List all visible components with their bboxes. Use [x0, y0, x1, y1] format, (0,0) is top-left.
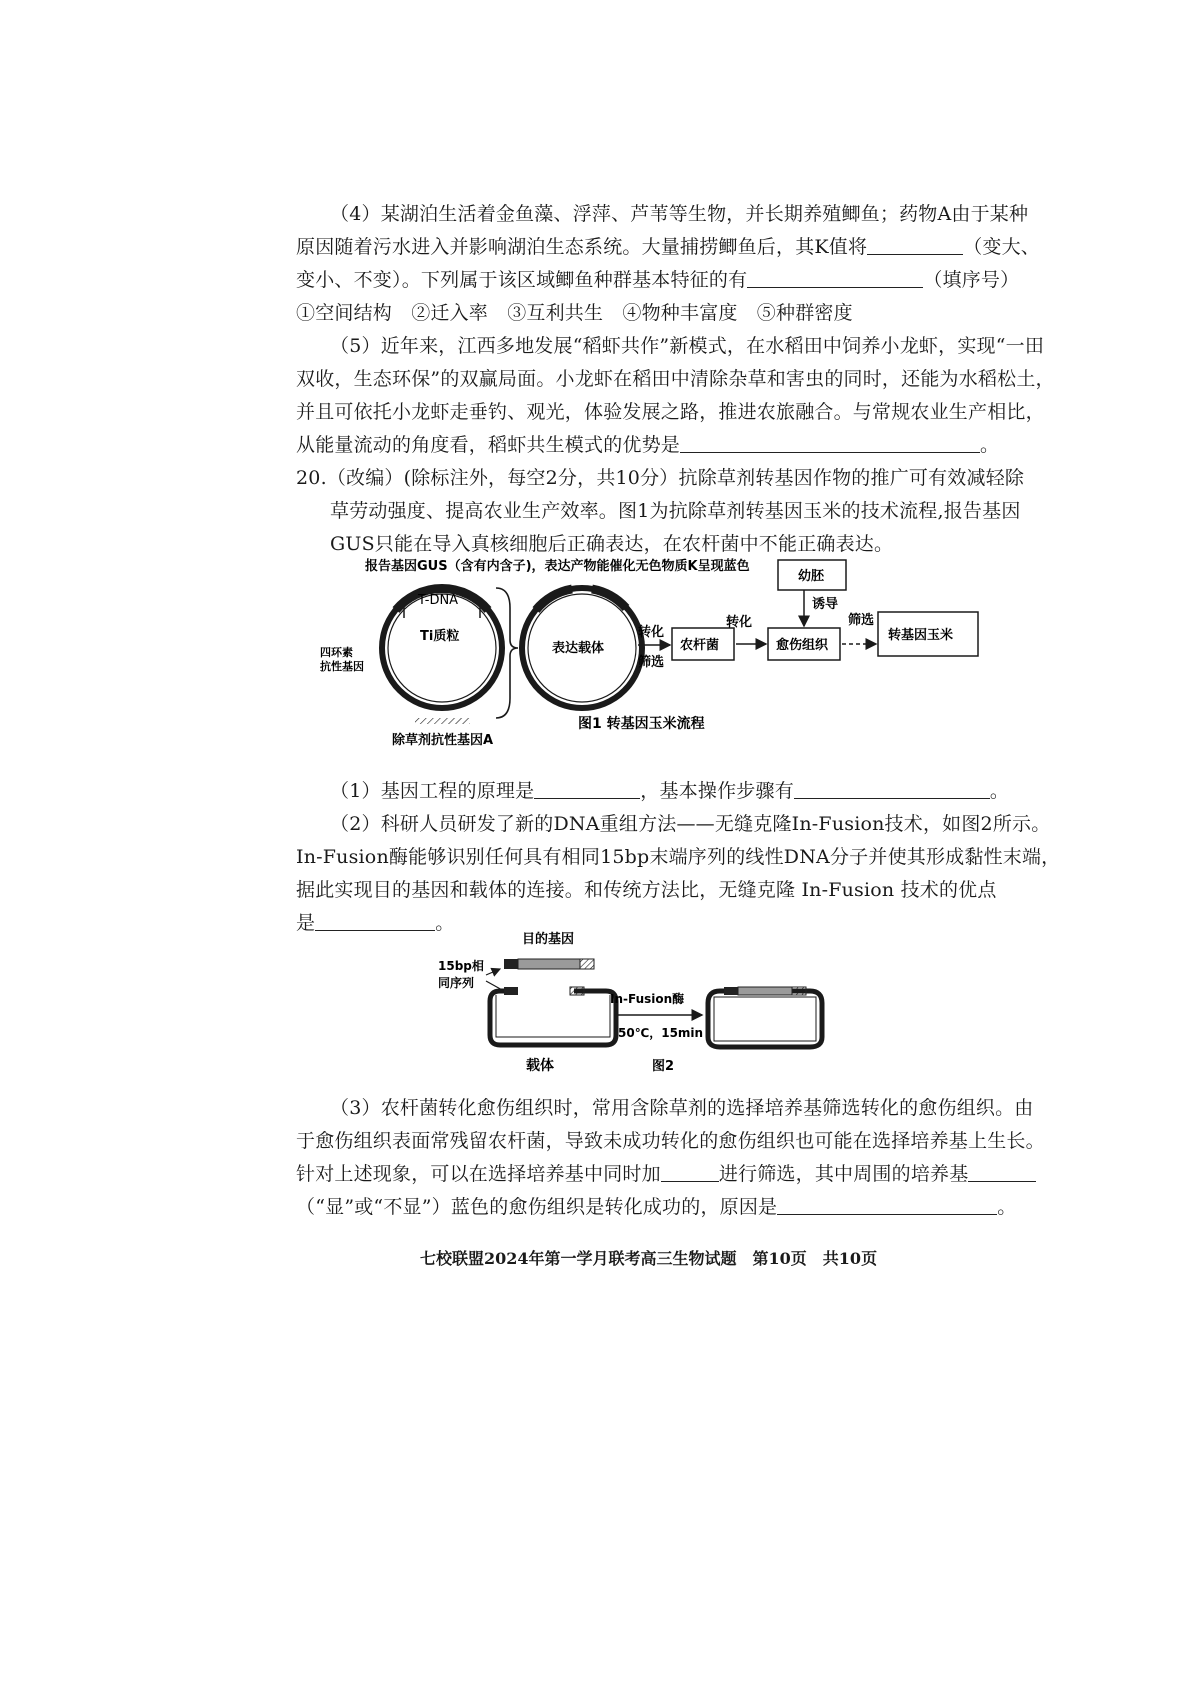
answer-blank-population-traits[interactable] — [747, 265, 923, 288]
q20-part3-rest: 于愈伤组织表面常残留农杆菌，导致未成功转化的愈伤组织也可能在选择培养基上生长。 针对上述现象，可以在选择培养基中同时加 进行筛选，其中周围的培养基 （“显”或“不显”）蓝色的愈伤组织是转化成功的，原因是 。 — [296, 1125, 1045, 1224]
tetracycline-label-1: 四环素 — [320, 646, 353, 659]
screen-label-1: 筛选 — [638, 655, 665, 670]
answer-blank-energy-flow[interactable] — [680, 430, 980, 453]
q20-intro-line1: 20.（改编）(除标注外，每空2分，共10分）抗除草剂转基因作物的推广可有效减轻除 — [296, 467, 1025, 489]
answer-blank-advantage[interactable] — [315, 908, 435, 931]
herbicide-gene-label: 除草剂抗性基因A — [392, 733, 494, 748]
q19-part5-rest: 双收，生态环保”的双赢局面。小龙虾在稻田中清除杂草和害虫的同时，还能为水稻松土， 并且可依托小龙虾走垂钓、观光，体验发展之路，推进农旅融合。与常规农业生产相比， 从能量流动的角度看，稻虾共生模式的优势是 。 — [296, 363, 1055, 462]
ti-plasmid-label: Ti质粒 — [420, 629, 460, 644]
vector-label: 载体 — [526, 1058, 554, 1074]
q20-intro-line3: GUS只能在导入真核细胞后正确表达，在农杆菌中不能正确表达。 — [330, 533, 894, 555]
condition-label: 50℃，15min — [618, 1026, 704, 1040]
figure-2-caption: 图2 — [652, 1059, 675, 1074]
q20-part3-line1: （3）农杆菌转化愈伤组织时，常用含除草剂的选择培养基筛选转化的愈伤组织。由 — [330, 1097, 1034, 1119]
q19-part4-line3: 变小、不变）。下列属于该区域鲫鱼种群基本特征的有 — [296, 269, 748, 291]
transform-label-2: 转化 — [726, 615, 753, 630]
figure-1-transgenic-maize-flow — [320, 548, 1020, 748]
enzyme-label: In-Fusion酶 — [610, 992, 685, 1006]
recombinant-vector — [708, 991, 822, 1047]
induce-label: 诱导 — [812, 597, 839, 612]
q19-part5-line2: 双收，生态环保”的双赢局面。小龙虾在稻田中清除杂草和害虫的同时，还能为水稻松土， — [296, 368, 1055, 390]
transform-label-1: 转化 — [638, 625, 665, 640]
q19-part5-line4: 从能量流动的角度看，稻虾共生模式的优势是 — [296, 434, 681, 456]
q20-part2-line1: （2）科研人员研发了新的DNA重组方法——无缝克隆In-Fusion技术，如图2所示。 — [330, 813, 1051, 835]
q20-part2-line2: In-Fusion酶能够识别任何具有相同15bp末端序列的线性DNA分子并使其形成黏性末端， — [296, 846, 1061, 868]
answer-blank-additive[interactable] — [661, 1159, 719, 1182]
fig1-top-label: 报告基因GUS（含有内含子)，表达产物能催化无色物质K呈现蓝色 — [365, 559, 750, 574]
agrobacterium-label: 农杆菌 — [680, 638, 720, 653]
q19-part4-line1: （4）某湖泊生活着金鱼藻、浮萍、芦苇等生物，并长期养殖鲫鱼；药物A由于某种 — [330, 203, 1029, 225]
q19-part4-line3-tail: （填序号） — [923, 269, 1020, 291]
q19-part4-rest — [296, 231, 1040, 330]
seq-label-1: 15bp相 — [438, 959, 484, 973]
expression-vector-label: 表达载体 — [552, 641, 605, 656]
page-footer: 七校联盟2024年第一学月联考高三生物试题 第10页 共10页 — [420, 1249, 878, 1268]
q20-part3 — [330, 1092, 1034, 1125]
tetracycline-label-2: 抗性基因 — [320, 660, 364, 673]
transgenic-maize-label: 转基因玉米 — [888, 628, 954, 643]
callus-label: 愈伤组织 — [776, 638, 829, 653]
target-gene-label: 目的基因 — [522, 932, 575, 947]
figure-2-in-fusion — [430, 925, 870, 1075]
q19-part5-line1: （5）近年来，江西多地发展“稻虾共作”新模式，在水稻田中饲养小龙虾，实现“一田 — [330, 335, 1045, 357]
answer-blank-blue[interactable] — [968, 1159, 1036, 1182]
target-gene-bar — [518, 959, 580, 969]
answer-blank-reason[interactable] — [777, 1192, 997, 1215]
inserted-gene-bar — [738, 987, 792, 995]
q19-part4 — [330, 198, 1028, 231]
q20-part3-line2: 于愈伤组织表面常残留农杆菌，导致未成功转化的愈伤组织也可能在选择培养基上生长。 — [296, 1130, 1045, 1152]
embryo-label: 幼胚 — [798, 569, 825, 584]
tdna-label: T-DNA — [418, 593, 459, 608]
figure-1-caption: 图1 转基因玉米流程 — [578, 716, 705, 732]
seq-label-2: 同序列 — [438, 976, 475, 990]
q19-part4-line2-tail: （变大、 — [963, 236, 1041, 258]
answer-blank-k-value[interactable] — [867, 232, 963, 255]
q19-part5 — [330, 330, 1044, 363]
herbicide-gene-hatch — [415, 718, 470, 724]
q20-part1: （1）基因工程的原理是 ，基本操作步骤有 。 — [330, 775, 1009, 808]
q20-intro — [296, 462, 1024, 495]
q20-part2-line3: 据此实现目的基因和载体的连接。和传统方法比，无缝克隆 In-Fusion 技术的优点 — [296, 879, 997, 901]
answer-blank-steps[interactable] — [794, 776, 990, 799]
q20-part2 — [330, 808, 1050, 841]
q19-part5-line3: 并且可依托小龙虾走垂钓、观光，体验发展之路，推进农旅融合。与常规农业生产相比， — [296, 401, 1045, 423]
answer-blank-principle[interactable] — [534, 776, 640, 799]
q19-part4-options: ①空间结构 ②迁入率 ③互利共生 ④物种丰富度 ⑤种群密度 — [296, 302, 853, 324]
q20-part2-rest: In-Fusion酶能够识别任何具有相同15bp末端序列的线性DNA分子并使其形成黏性末端， 据此实现目的基因和载体的连接。和传统方法比，无缝克隆 In-Fusion 技术的优点 是 。 — [296, 841, 1060, 940]
q19-part4-line2: 原因随着污水进入并影响湖泊生态系统。大量捕捞鲫鱼后，其K值将 — [296, 236, 868, 258]
screen-label-2: 筛选 — [848, 613, 875, 628]
q20-intro-line2: 草劳动强度、提高农业生产效率。图1为抗除草剂转基因玉米的技术流程,报告基因 — [330, 500, 1021, 522]
